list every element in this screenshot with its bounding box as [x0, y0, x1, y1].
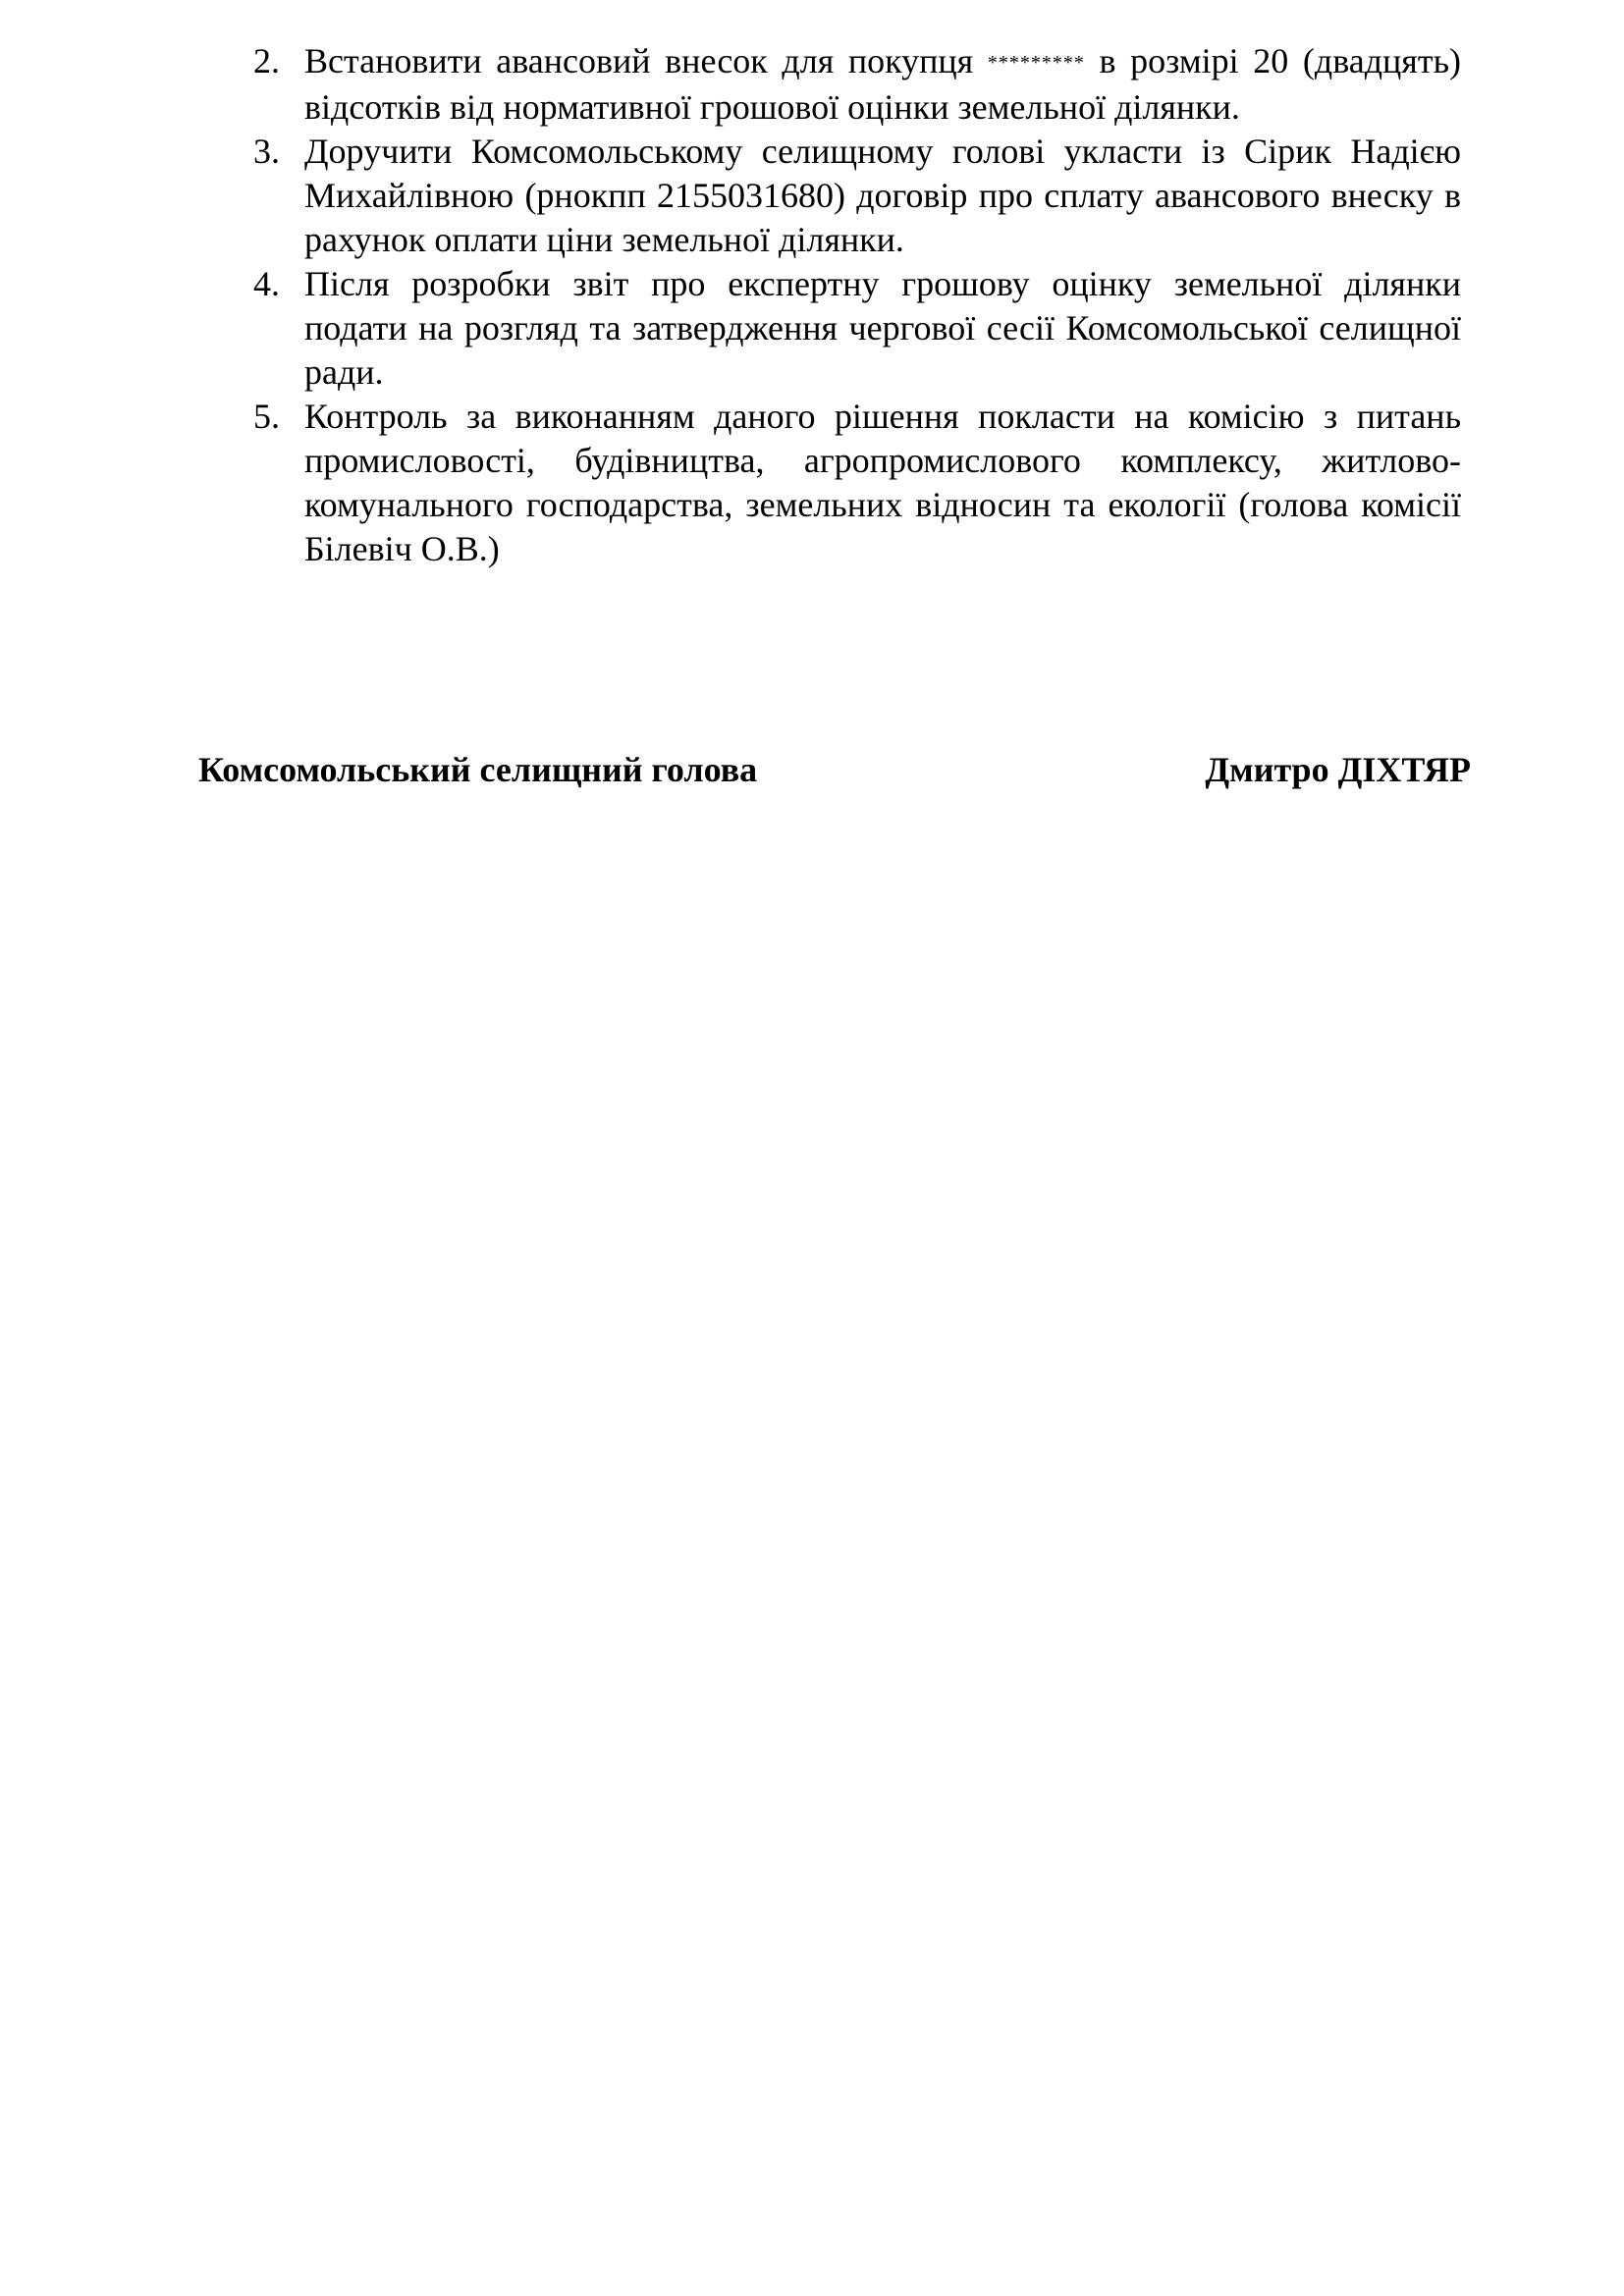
item-text: Контроль за виконанням даного рішення покласти на комісію з питань промисловості, будівництва, агропромислового комплексу, житлово-комунального господарства, земельних відносин та екології (голова комісії Білевіч О.В.) [304, 397, 1461, 568]
item-number: 4. [253, 264, 280, 303]
list-item [253, 39, 1461, 130]
item-text: Встановити авансовий внесок для покупця ********* в розмірі 20 (двадцять) відсотків від нормативної грошової оцінки земельної ділянки. [304, 41, 1461, 127]
resolution-items-list [253, 39, 1461, 571]
item-number: 5. [253, 397, 280, 436]
item-number: 2. [253, 41, 280, 80]
list-item [253, 130, 1461, 262]
list-item [253, 395, 1461, 571]
signature-block [198, 748, 1471, 792]
signatory-name: Дмитро ДІХТЯР [1205, 750, 1471, 789]
list-item [253, 262, 1461, 395]
item-text: Після розробки звіт про експертну грошову оцінку земельної ділянки подати на розгляд та затвердження чергової сесії Комсомольської селищної ради. [304, 264, 1461, 392]
signatory-position: Комсомольський селищний голова [198, 750, 758, 789]
item-text: Доручити Комсомольському селищному голові укласти із Сірик Надією Михайлівною (рнокпп 2155031680) договір про сплату авансового внеску в рахунок оплати ціни земельної ділянки. [304, 132, 1461, 259]
item-number: 3. [253, 132, 280, 171]
masked-buyer-name: ********* [987, 52, 1085, 74]
